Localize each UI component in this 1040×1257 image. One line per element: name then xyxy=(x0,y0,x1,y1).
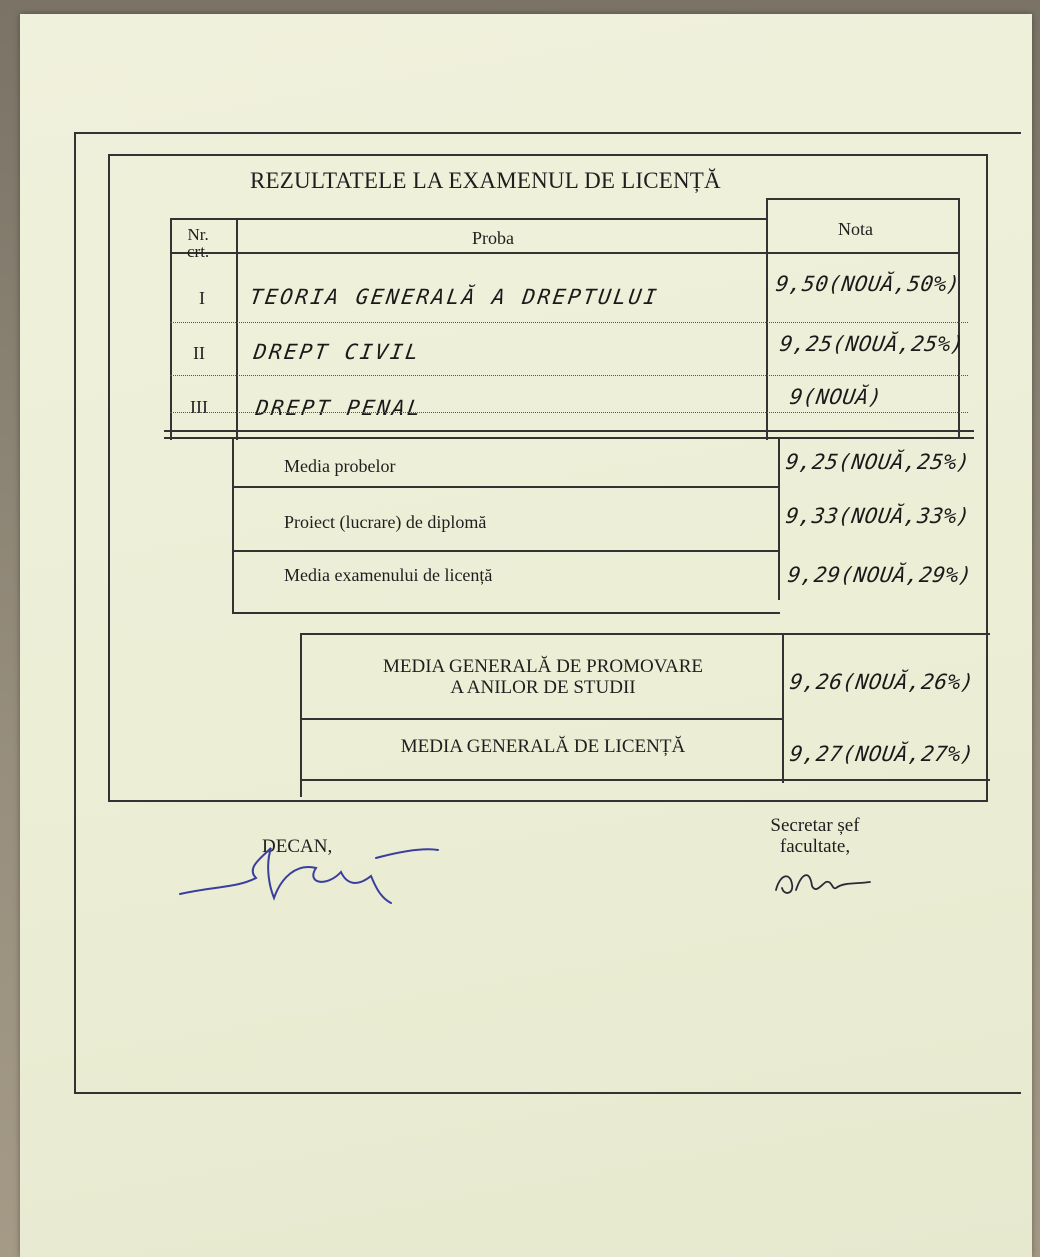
summary-label: Media probelor xyxy=(284,456,396,476)
exam-row-nota: 9,25(NOUĂ,25%) xyxy=(778,332,966,356)
double-separator xyxy=(164,437,974,439)
table-divider xyxy=(232,486,780,488)
table-divider xyxy=(300,718,784,720)
general-label xyxy=(318,656,768,698)
secretary-label xyxy=(730,815,900,857)
table-divider xyxy=(778,438,780,600)
secretary-signature-icon xyxy=(770,862,880,902)
exam-row-proba: TEORIA GENERALĂ A DREPTULUI xyxy=(248,285,661,309)
header-nr xyxy=(187,226,209,260)
header-nota: Nota xyxy=(838,219,873,239)
exam-row-nr: I xyxy=(199,288,205,308)
table-divider xyxy=(958,198,960,438)
general-nota: 9,27(NOUĂ,27%) xyxy=(788,742,976,766)
header-nr-line2: crt. xyxy=(187,242,210,261)
dean-signature-icon xyxy=(176,828,446,918)
summary-nota: 9,33(NOUĂ,33%) xyxy=(784,504,972,528)
table-divider xyxy=(170,218,768,220)
row-separator xyxy=(170,412,968,413)
header-proba: Proba xyxy=(472,228,514,248)
secretary-line1: Secretar șef xyxy=(770,815,860,836)
double-separator xyxy=(164,430,974,432)
general-label-line2: A ANILOR DE STUDII xyxy=(450,677,636,698)
document-title: REZULTATELE LA EXAMENUL DE LICENȚĂ xyxy=(250,168,721,193)
general-label-line1: MEDIA GENERALĂ DE LICENȚĂ xyxy=(400,736,686,757)
general-nota: 9,26(NOUĂ,26%) xyxy=(788,670,976,694)
row-separator xyxy=(170,322,968,323)
row-separator xyxy=(170,375,968,376)
secretary-line2: facultate, xyxy=(779,836,851,857)
exam-row-proba: DREPT PENAL xyxy=(254,396,425,420)
dean-label: DECAN, xyxy=(262,836,333,857)
table-divider xyxy=(232,550,780,552)
exam-row-nota: 9,50(NOUĂ,50%) xyxy=(774,272,962,296)
exam-row-nr: II xyxy=(193,343,205,363)
summary-label: Media examenului de licență xyxy=(284,565,493,585)
table-divider xyxy=(766,200,768,440)
table-divider xyxy=(232,438,234,614)
summary-nota: 9,29(NOUĂ,29%) xyxy=(786,563,974,587)
exam-row-proba: DREPT CIVIL xyxy=(252,340,423,364)
general-label-line1: MEDIA GENERALĂ DE PROMOVARE xyxy=(382,656,704,677)
table-divider xyxy=(766,198,960,200)
exam-row-nota: 9(NOUĂ) xyxy=(788,385,884,409)
exam-row-nr: III xyxy=(190,397,208,417)
table-divider xyxy=(232,612,780,614)
header-nr-line1: Nr. xyxy=(187,225,209,244)
table-divider xyxy=(300,779,990,781)
table-divider xyxy=(170,252,960,254)
general-label xyxy=(318,736,768,757)
summary-nota: 9,25(NOUĂ,25%) xyxy=(784,450,972,474)
table-divider xyxy=(782,633,784,783)
summary-label: Proiect (lucrare) de diplomă xyxy=(284,512,487,532)
